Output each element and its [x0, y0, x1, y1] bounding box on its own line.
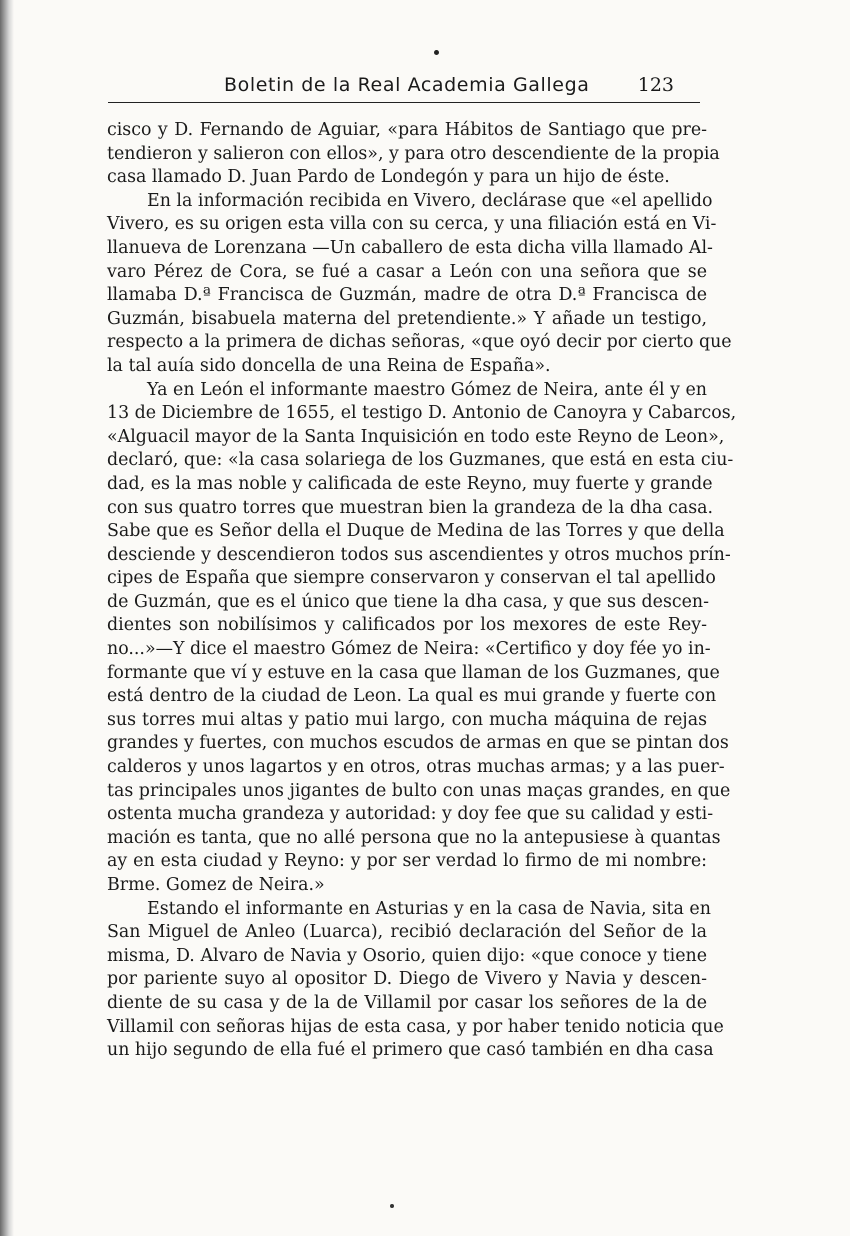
text-line: llamaba D.ª Francisca de Guzmán, madre de otra D.ª Francisca de [107, 285, 707, 306]
text-line: no...»—Y dice el maestro Gómez de Neira: «Certifico y doy fée yo in- [107, 639, 711, 660]
journal-title: Boletin de la Real Academia Gallega [224, 74, 590, 96]
ink-dot [434, 50, 439, 55]
text-line: grandes y fuertes, con muchos escudos de armas en que se pintan dos [107, 733, 729, 754]
text-line: formante que ví y estuve en la casa que llaman de los Guzmanes, que [107, 662, 720, 683]
text-line: cipes de España que siempre conservaron y conservan el tal apellido [107, 568, 716, 589]
text-line: un hijo segundo de ella fué el primero que casó también en dha casa [107, 1040, 714, 1061]
text-line: ay en esta ciudad y Reyno: y por ser verdad lo firmo de mi nombre: [107, 851, 707, 872]
ink-dot [390, 1204, 394, 1208]
text-line: ostenta mucha grandeza y autoridad: y doy fee que su calidad y esti- [107, 804, 714, 825]
text-line: casa llamado D. Juan Pardo de Londegón y para un hijo de éste. [107, 167, 670, 188]
text-line: dad, es la mas noble y calificada de este Reyno, muy fuerte y grande [107, 473, 713, 494]
text-line: diente de su casa y de la de Villamil por casar los señores de la de [107, 992, 707, 1013]
running-header [108, 70, 700, 104]
text-line: con sus quatro torres que muestran bien la grandeza de la dha casa. [107, 497, 714, 518]
text-line: dientes son nobilísimos y calificados por los mexores de este Rey- [107, 615, 707, 636]
paragraph-start: Estando el informante en Asturias y en la casa de Navia, sita en [147, 898, 711, 919]
text-line: está dentro de la ciudad de Leon. La qual es mui grande y fuerte con [107, 686, 717, 707]
text-line: cisco y D. Fernando de Aguiar, «para Hábitos de Santiago que pre- [107, 120, 707, 140]
text-line: Vivero, es su origen esta villa con su cerca, y una filiación está en Vi- [107, 214, 717, 235]
text-line: respecto a la primera de dichas señoras, «que oyó decir por cierto que [107, 332, 732, 353]
text-line: por pariente suyo al opositor D. Diego de Vivero y Navia y descen- [107, 969, 707, 990]
text-line: «Alguacil mayor de la Santa Inquisición en todo este Reyno de Leon», [107, 426, 725, 447]
text-line: calderos y unos lagartos y en otros, otras muchas armas; y a las puer- [107, 757, 725, 778]
text-line: mación es tanta, que no allé persona que no la antepusiese à quantas [107, 827, 721, 848]
text-line: tendieron y salieron con ellos», y para otro descendiente de la propia [107, 143, 720, 164]
text-line: la tal auía sido doncella de una Reina de España». [107, 355, 551, 376]
page-number: 123 [637, 74, 674, 96]
text-line: 13 de Diciembre de 1655, el testigo D. Antonio de Canoyra y Cabarcos, [107, 403, 737, 424]
text-line: llanueva de Lorenzana —Un caballero de esta dicha villa llamado Al- [107, 237, 713, 258]
body-text [107, 119, 737, 1063]
paragraph-start: En la información recibida en Vivero, declárase que «el apellido [147, 190, 713, 211]
text-line: Guzmán, bisabuela materna del pretendiente.» Y añade un testigo, [107, 308, 707, 329]
text-line: Villamil con señoras hijas de esta casa, y por haber tenido noticia que [107, 1016, 724, 1037]
binding-shadow [0, 0, 14, 1236]
text-line: varo Pérez de Cora, se fué a casar a León con una señora que se [107, 261, 707, 282]
header-rule [108, 102, 700, 103]
text-line: Brme. Gomez de Neira.» [107, 875, 325, 895]
text-line: sus torres mui altas y patio mui largo, con mucha máquina de rejas [107, 709, 707, 730]
text-line: Sabe que es Señor della el Duque de Medina de las Torres y que della [107, 521, 725, 542]
text-line: San Miguel de Anleo (Luarca), recibió declaración del Señor de la [107, 922, 707, 943]
paragraph-start: Ya en León el informante maestro Gómez de Neira, ante él y en [147, 379, 707, 400]
text-line: desciende y descendieron todos sus ascendientes y otros muchos prín- [107, 544, 731, 565]
text-line: declaró, que: «la casa solariega de los Guzmanes, que está en esta ciu- [107, 450, 734, 471]
text-line: tas principales unos jigantes de bulto con unas maças grandes, en que [107, 780, 731, 801]
text-line: misma, D. Alvaro de Navia y Osorio, quien dijo: «que conoce y tiene [107, 945, 707, 966]
text-line: de Guzmán, que es el único que tiene la dha casa, y que sus descen- [107, 591, 709, 612]
